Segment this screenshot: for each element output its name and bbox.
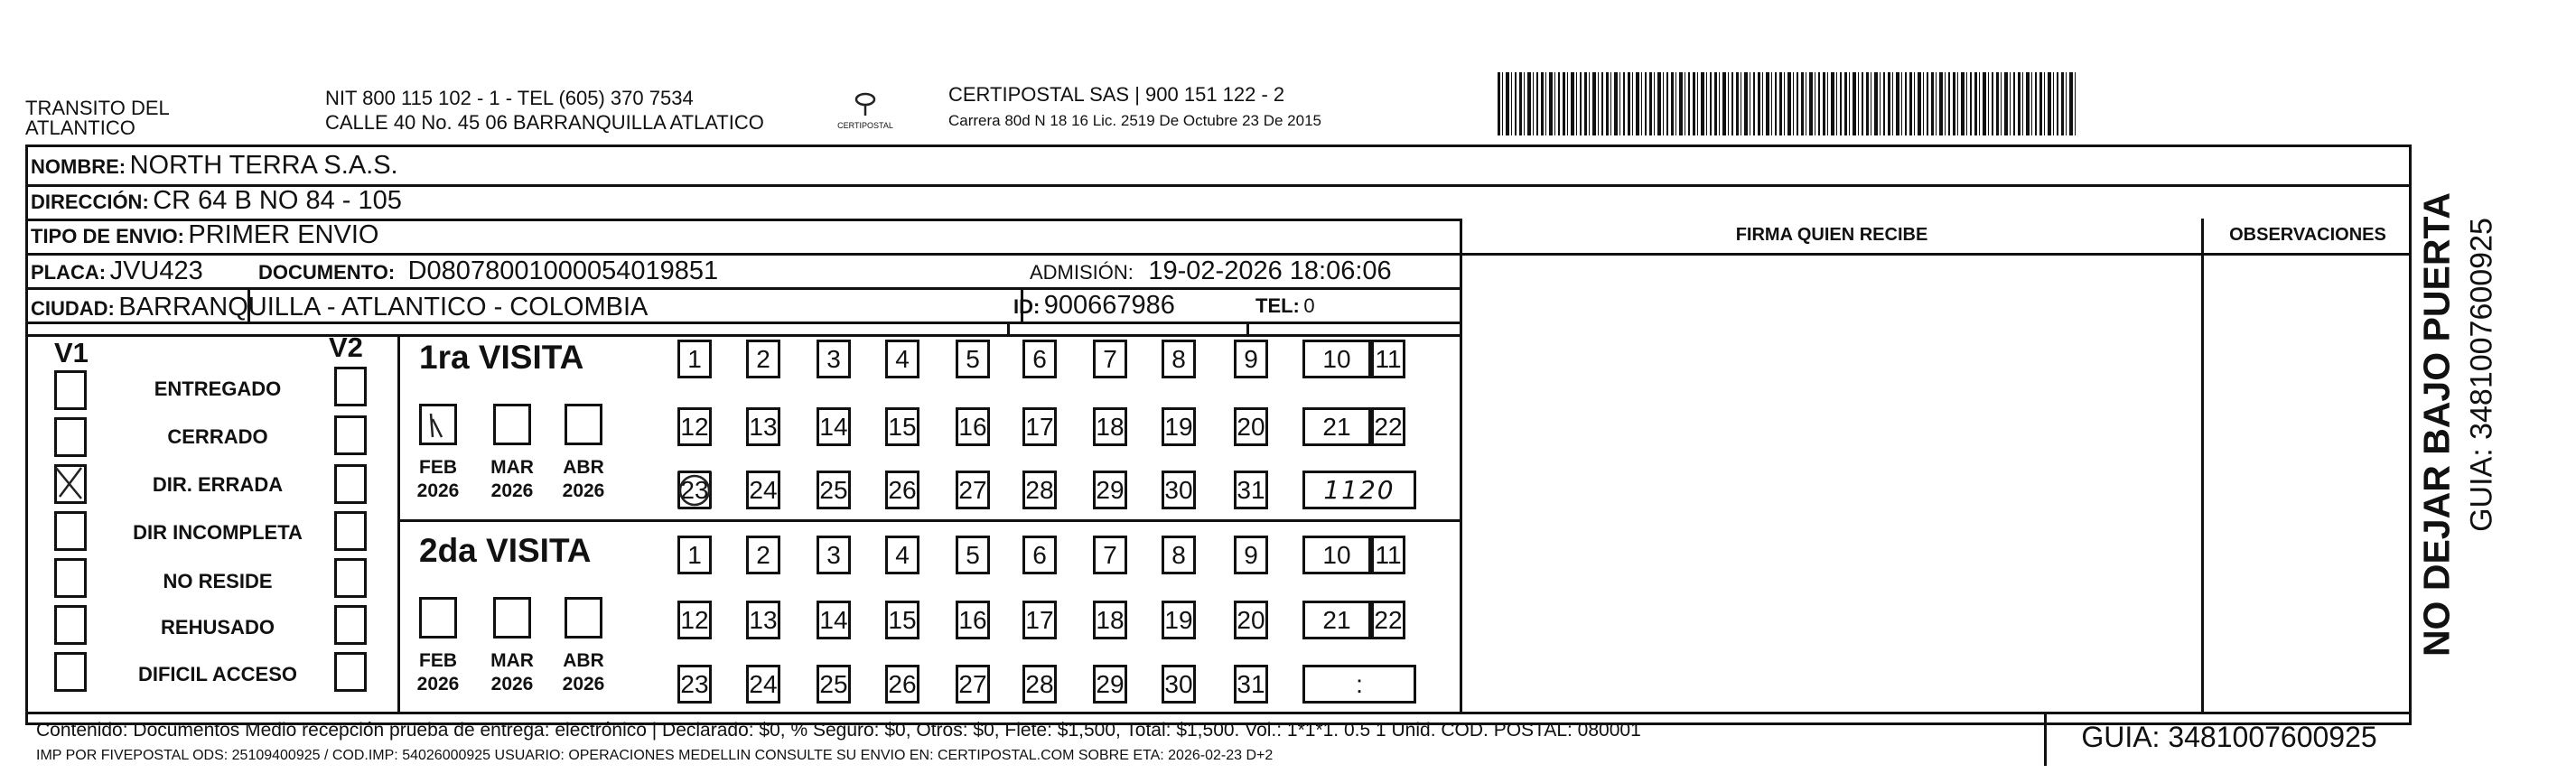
day-box[interactable]: 26 [885, 471, 919, 509]
footer-divider [25, 712, 2412, 714]
day-box[interactable]: 14 [817, 601, 851, 639]
documento-value: D08078001000054019851 [407, 256, 719, 285]
day-box[interactable]: 9 [1234, 536, 1268, 574]
placa-value: JVU423 [109, 256, 203, 285]
ciudad-field [31, 293, 648, 322]
observaciones-header: OBSERVACIONES [2229, 225, 2386, 245]
second-visit-time-box[interactable]: : [1302, 665, 1416, 704]
status-label: DIR INCOMPLETA [133, 521, 303, 544]
guia-number-box: GUIA: 3481007600925 [2081, 721, 2377, 753]
day-box[interactable]: 24 [746, 471, 780, 509]
day-box[interactable]: 13 [746, 407, 780, 446]
status-label: ENTREGADO [154, 378, 282, 400]
day-box[interactable]: 7 [1093, 536, 1127, 574]
col-divider-observaciones [2201, 219, 2204, 712]
day-box[interactable]: 2 [746, 536, 780, 574]
day-box[interactable]: 20 [1234, 601, 1268, 639]
no-dejar-bajo-puerta-warning: NO DEJAR BAJO PUERTA [2415, 191, 2458, 657]
day-box[interactable]: 16 [956, 601, 990, 639]
month-label: ABR 2026 [562, 650, 605, 694]
second-visit-month-box[interactable] [565, 597, 602, 639]
direccion-label: DIRECCIÓN: [31, 191, 149, 213]
month-label: FEB 2026 [416, 650, 460, 694]
admision-field [1030, 256, 1392, 286]
day-box[interactable]: 25 [817, 665, 851, 704]
ciudad-value: BARRANQUILLA - ATLANTICO - COLOMBIA [118, 293, 649, 322]
direccion-row [31, 186, 402, 216]
col-divider-firma [1460, 219, 1462, 712]
day-box[interactable]: 23 [677, 665, 712, 704]
sender-nit: NIT 800 115 102 - 1 - TEL (605) 370 7534 [325, 87, 694, 109]
day-box[interactable]: 9 [1234, 340, 1268, 378]
day-box[interactable]: 24 [746, 665, 780, 704]
day-box[interactable]: 6 [1022, 340, 1057, 378]
v1-checkbox[interactable] [54, 652, 87, 692]
v1-checkbox[interactable] [54, 370, 87, 410]
row-divider [25, 334, 1461, 337]
documento-label: DOCUMENTO: [258, 261, 396, 284]
day-box[interactable]: 5 [956, 340, 990, 378]
direccion-value: CR 64 B NO 84 - 105 [153, 186, 402, 215]
v1-checkbox[interactable] [54, 558, 87, 598]
status-label: DIR. ERRADA [152, 473, 284, 496]
day-box[interactable]: 18 [1093, 407, 1127, 446]
tel-value: 0 [1303, 294, 1315, 317]
first-visit-month-box[interactable] [565, 404, 602, 445]
day-box[interactable]: 13 [746, 601, 780, 639]
month-label: ABR 2026 [562, 457, 605, 501]
firma-header: FIRMA QUIEN RECIBE [1735, 225, 1928, 245]
courier-license: Carrera 80d N 18 16 Lic. 2519 De Octubre 23 De 2015 [948, 112, 1321, 129]
sender-name-line1: TRANSITO DEL [25, 97, 170, 119]
day-box[interactable]: 16 [956, 407, 990, 446]
status-label: NO RESIDE [163, 570, 273, 592]
day-box[interactable]: 3 [817, 536, 851, 574]
id-value: 900667986 [1043, 291, 1175, 320]
second-visit-month-box[interactable] [493, 597, 531, 639]
status-label: CERRADO [167, 425, 268, 448]
sender-name-line2: ATLANTICO [25, 117, 135, 139]
v2-label: V2 [329, 331, 363, 363]
logo-caption: CERTIPOSTAL [837, 121, 893, 130]
day-box[interactable]: 31 [1234, 471, 1268, 509]
nombre-label: NOMBRE: [31, 155, 126, 178]
day-box[interactable]: 12 [677, 601, 712, 639]
tipo-envio-row [31, 220, 378, 250]
id-divider [1007, 322, 1010, 334]
day-box[interactable]: 6 [1022, 536, 1057, 574]
day-box[interactable]: 25 [817, 471, 851, 509]
day-box[interactable]: 15 [885, 407, 919, 446]
day-box[interactable]: 8 [1162, 340, 1196, 378]
side-guia-number: GUIA: 3481007600925 [2464, 218, 2499, 532]
day-box[interactable]: 12 [677, 407, 712, 446]
day-box[interactable]: 7 [1093, 340, 1127, 378]
month-label: MAR 2026 [490, 650, 534, 694]
day-box[interactable]: 30 [1162, 665, 1196, 704]
day-box[interactable]: 4 [885, 536, 919, 574]
tipo-envio-label: TIPO DE ENVIO: [31, 225, 184, 247]
v1-checkbox[interactable] [54, 511, 87, 551]
month-label: MAR 2026 [490, 457, 534, 501]
day-box[interactable]: 2 [746, 340, 780, 378]
day-box[interactable]: 27 [956, 471, 990, 509]
day-box[interactable]: 28 [1022, 471, 1057, 509]
id-field [1013, 291, 1175, 321]
placa-field [31, 256, 203, 286]
day-box[interactable]: 31 [1234, 665, 1268, 704]
id-label: ID: [1013, 295, 1041, 318]
nombre-value: NORTH TERRA S.A.S. [129, 151, 398, 180]
status-label: REHUSADO [161, 616, 275, 639]
first-visit-month-box[interactable] [493, 404, 531, 445]
month-label: FEB 2026 [416, 457, 460, 501]
nombre-row [31, 151, 398, 181]
placa-label: PLACA: [31, 261, 107, 284]
row-divider [25, 253, 2412, 256]
day-box[interactable]: 3 [817, 340, 851, 378]
day-box[interactable]: 10 [1302, 340, 1371, 378]
day-box[interactable]: 8 [1162, 536, 1196, 574]
day-box[interactable]: 11 [1371, 340, 1405, 378]
day-box[interactable]: 11 [1371, 536, 1405, 574]
status-divider [397, 334, 400, 712]
row-divider [25, 287, 1461, 290]
first-visit-time-box[interactable]: 1120 [1302, 471, 1416, 509]
sender-address: CALLE 40 No. 45 06 BARRANQUILLA ATLATICO [325, 111, 764, 134]
day-box[interactable]: 17 [1022, 601, 1057, 639]
day-box[interactable]: 5 [956, 536, 990, 574]
day-box[interactable]: 15 [885, 601, 919, 639]
day-box[interactable]: 26 [885, 665, 919, 704]
certipostal-logo [833, 87, 898, 137]
day-box[interactable]: 21 [1302, 601, 1371, 639]
day-box[interactable]: 17 [1022, 407, 1057, 446]
admision-value: 19-02-2026 18:06:06 [1148, 256, 1392, 285]
day-box[interactable]: 20 [1234, 407, 1268, 446]
v1-checkbox[interactable] [54, 605, 87, 645]
day-box[interactable]: 1 [677, 340, 712, 378]
day-box[interactable]: 4 [885, 340, 919, 378]
v1-checkbox[interactable] [54, 417, 87, 457]
day-box[interactable]: 19 [1162, 601, 1196, 639]
day-box[interactable]: 22 [1371, 601, 1405, 639]
day-box[interactable]: 18 [1093, 601, 1127, 639]
v1-label: V1 [54, 337, 89, 368]
ciudad-label: CIUDAD: [31, 297, 115, 320]
day-box[interactable]: 29 [1093, 665, 1127, 704]
day-box[interactable]: 1 [677, 536, 712, 574]
day-box[interactable]: 21 [1302, 407, 1371, 446]
day-box[interactable]: 29 [1093, 471, 1127, 509]
v1-checkbox-checked[interactable] [54, 464, 87, 504]
admision-label: ADMISIÓN: [1030, 261, 1134, 284]
tel-divider [1246, 322, 1249, 334]
print-info-line: IMP POR FIVEPOSTAL ODS: 25109400925 / COD.IMP: 54026000925 USUARIO: OPERACIONES MEDELLIN CONSULTE SU ENVIO EN: CERTIPOSTAL.COM SOBRE ETA: 2026-02-23 D+2 [36, 748, 1274, 763]
day-box[interactable]: 28 [1022, 665, 1057, 704]
day-box-circled[interactable]: 23 [677, 471, 712, 509]
tipo-envio-value: PRIMER ENVIO [188, 220, 379, 249]
contents-line: Contenido: Documentos Medio recepción prueba de entrega: electrónico | Declarado: $0, % Seguro: $0, Otros: $0, Flete: $1,500, Total: $1,500. Vol.: 1*1*1. 0.5 1 Unid. COD. POSTAL: 080001 [36, 720, 1641, 741]
courier-company: CERTIPOSTAL SAS | 900 151 122 - 2 [948, 83, 1285, 106]
day-box[interactable]: 22 [1371, 407, 1405, 446]
day-box[interactable]: 19 [1162, 407, 1196, 446]
status-label: DIFICIL ACCESO [137, 663, 297, 685]
tel-label: TEL: [1255, 294, 1300, 317]
visit-divider [397, 519, 1461, 522]
day-box[interactable]: 10 [1302, 536, 1371, 574]
day-box[interactable]: 30 [1162, 471, 1196, 509]
barcode [1498, 72, 2076, 135]
first-visit-month-box-checked[interactable] [419, 404, 457, 445]
second-visit-title: 2da VISITA [419, 532, 592, 569]
second-visit-month-box[interactable] [419, 597, 457, 639]
documento-field [258, 256, 718, 286]
tel-field [1255, 294, 1315, 318]
day-box[interactable]: 14 [817, 407, 851, 446]
day-box[interactable]: 27 [956, 665, 990, 704]
first-visit-title: 1ra VISITA [419, 339, 584, 376]
